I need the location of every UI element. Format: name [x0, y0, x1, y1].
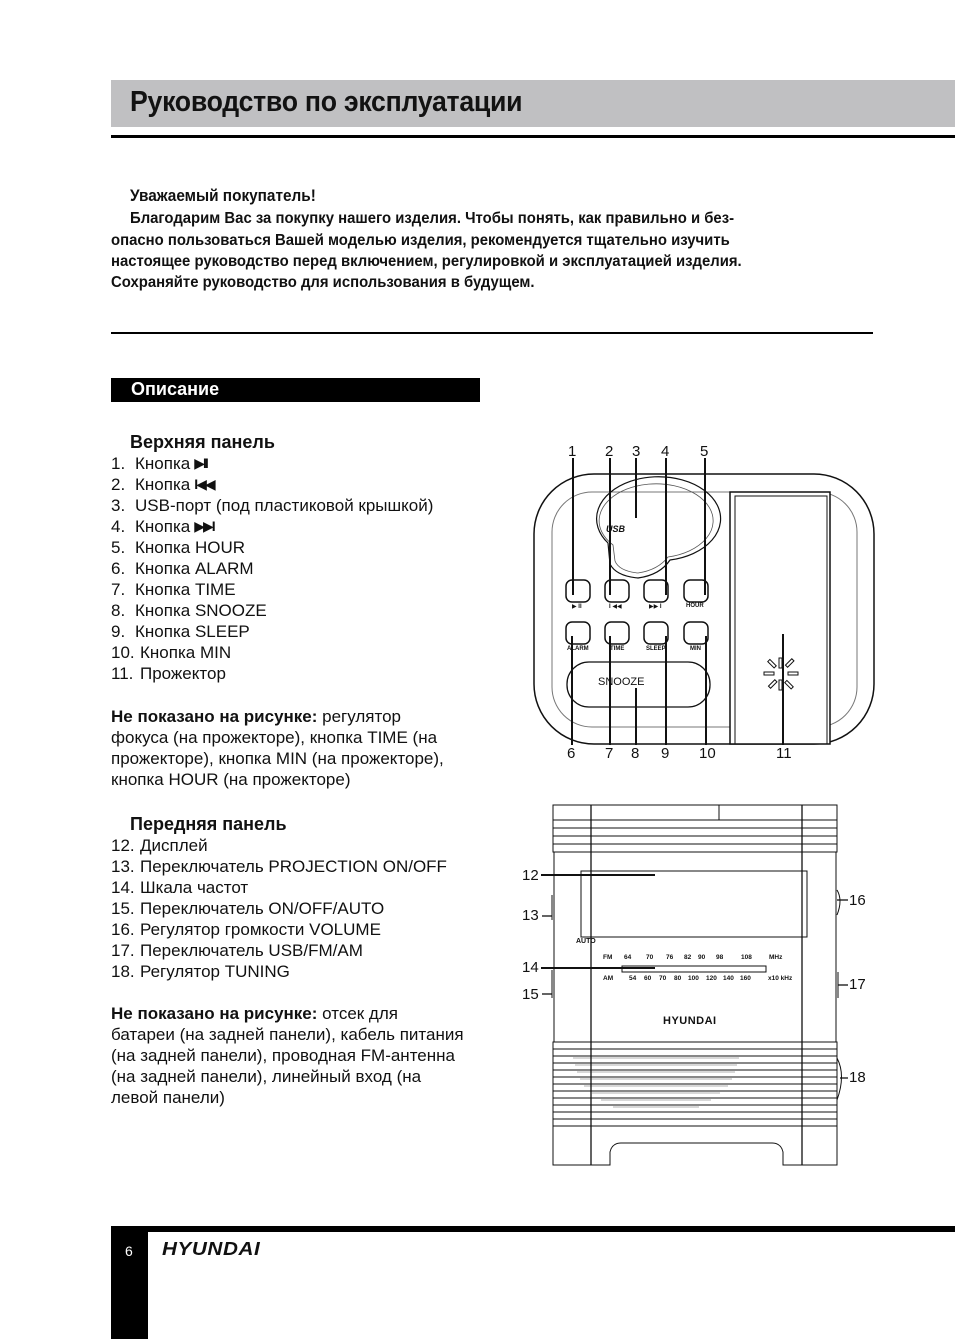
header-divider — [111, 135, 955, 138]
section-header — [111, 378, 480, 402]
footer-bar — [111, 1226, 955, 1232]
next-track-icon: ▶▶I — [194, 518, 214, 534]
callout-8: 8 — [631, 745, 640, 762]
callout-6: 6 — [567, 745, 576, 762]
previous-track-icon: I ◀◀ — [609, 604, 622, 610]
list-item: 8. Кнопка SNOOZE — [111, 601, 267, 620]
callout-7: 7 — [605, 745, 614, 762]
fm-unit: MHz — [769, 954, 783, 961]
header-bar — [111, 80, 955, 127]
min-label: MIN — [690, 646, 701, 652]
list-item: 7. Кнопка TIME — [111, 580, 236, 599]
front-panel-heading: Передняя панель — [130, 814, 287, 834]
callout-14: 14 — [522, 959, 539, 976]
sleep-label: SLEEP — [646, 646, 666, 652]
callout-5: 5 — [700, 443, 709, 460]
intro-greeting: Уважаемый покупатель! — [130, 187, 316, 205]
page-title: Руководство по эксплуатации — [130, 86, 523, 118]
page-number: 6 — [125, 1243, 133, 1259]
list-item: 5. Кнопка HOUR — [111, 538, 245, 557]
list-item: 4. Кнопка ▶▶I — [111, 517, 214, 536]
top-panel-list — [111, 431, 491, 684]
list-item: 2. Кнопка I◀◀ — [111, 475, 214, 494]
usb-label: USB — [606, 524, 626, 534]
callout-15: 15 — [522, 986, 539, 1003]
list-item: 11. Прожектор — [111, 664, 226, 683]
am-label: AM — [603, 975, 614, 982]
top-panel-heading: Верхняя панель — [130, 432, 275, 452]
list-item: 18. Регулятор TUNING — [111, 962, 290, 981]
callout-17: 17 — [849, 976, 866, 993]
list-item: 16. Регулятор громкости VOLUME — [111, 920, 381, 939]
callout-10: 10 — [699, 745, 716, 762]
section-title: Описание — [131, 379, 220, 399]
list-item: 6. Кнопка ALARM — [111, 559, 254, 578]
list-item: 17. Переключатель USB/FM/AM — [111, 941, 363, 960]
note-label: Не показано на рисунке: — [111, 707, 318, 726]
list-item: 13. Переключатель PROJECTION ON/OFF — [111, 857, 447, 876]
previous-track-icon: I◀◀ — [194, 476, 214, 492]
list-item: 14. Шкала частот — [111, 878, 249, 897]
top-panel-diagram — [520, 440, 880, 770]
callout-13: 13 — [522, 907, 539, 924]
intro-line: Благодарим Вас за покупку нашего изделия. Чтобы понять, как правильно и без- — [130, 210, 735, 228]
top-panel-note: Не показано на рисунке: регулятор фокуса (на прожекторе), кнопка TIME (на прожекторе), кнопка MIN (на прожекторе), кнопка HOUR (на прожекторе) — [111, 707, 444, 789]
front-panel-list — [111, 813, 491, 982]
front-panel-note: Не показано на рисунке: отсек для батареи (на задней панели), кабель питания (на задней панели), проводная FM-антенна (на задней панели), линейный вход (на левой панели) — [111, 1004, 464, 1107]
fm-scale: FM 64 70 76 82 90 98 108 MHz — [603, 954, 783, 961]
note-label: Не показано на рисунке: — [111, 1004, 318, 1023]
auto-label: AUTO — [576, 938, 596, 945]
callout-18: 18 — [849, 1069, 866, 1086]
intro-block — [111, 186, 881, 293]
am-scale: AM 54 60 70 80 100 120 140 160 x10 kHz — [603, 975, 793, 982]
play-pause-icon: ▶ II — [572, 604, 582, 610]
list-item: 10. Кнопка MIN — [111, 643, 232, 662]
front-panel-diagram — [515, 800, 875, 1170]
callout-16: 16 — [849, 892, 866, 909]
callout-11: 11 — [776, 745, 792, 762]
device-brand-logo: HYUNDAI — [663, 1015, 717, 1027]
am-unit: x10 kHz — [768, 975, 793, 982]
fm-label: FM — [603, 954, 613, 961]
next-track-icon: ▶▶ I — [649, 604, 662, 610]
front-panel-illustration — [515, 800, 875, 1170]
brand-logo: HYUNDAI — [162, 1239, 261, 1259]
time-label: TIME — [610, 646, 625, 652]
list-item: 9. Кнопка SLEEP — [111, 622, 250, 641]
hour-label: HOUR — [686, 603, 704, 609]
intro-line: настоящее руководство перед включением, регулировкой и эксплуатацией изделия. — [111, 252, 742, 270]
callout-1: 1 — [568, 443, 577, 460]
list-item: 1. Кнопка ▶II — [111, 454, 207, 473]
play-pause-icon: ▶II — [194, 455, 207, 471]
snooze-label: SNOOZE — [598, 676, 645, 688]
alarm-label: ALARM — [567, 646, 589, 652]
callout-3: 3 — [632, 443, 641, 460]
intro-line: Сохраняйте руководство для использования в будущем. — [111, 274, 535, 292]
intro-paragraph — [111, 208, 881, 293]
callout-12: 12 — [522, 867, 539, 884]
callout-9: 9 — [661, 745, 670, 762]
callout-4: 4 — [661, 443, 670, 460]
list-item: 15. Переключатель ON/OFF/AUTO — [111, 899, 385, 918]
list-item: 3. USB-порт (под пластиковой крышкой) — [111, 496, 434, 515]
callout-2: 2 — [605, 443, 614, 460]
list-item: 12. Дисплей — [111, 836, 208, 855]
intro-line: опасно пользоваться Вашей моделью изделия, рекомендуется тщательно изучить — [111, 231, 730, 249]
section-divider — [111, 332, 873, 334]
